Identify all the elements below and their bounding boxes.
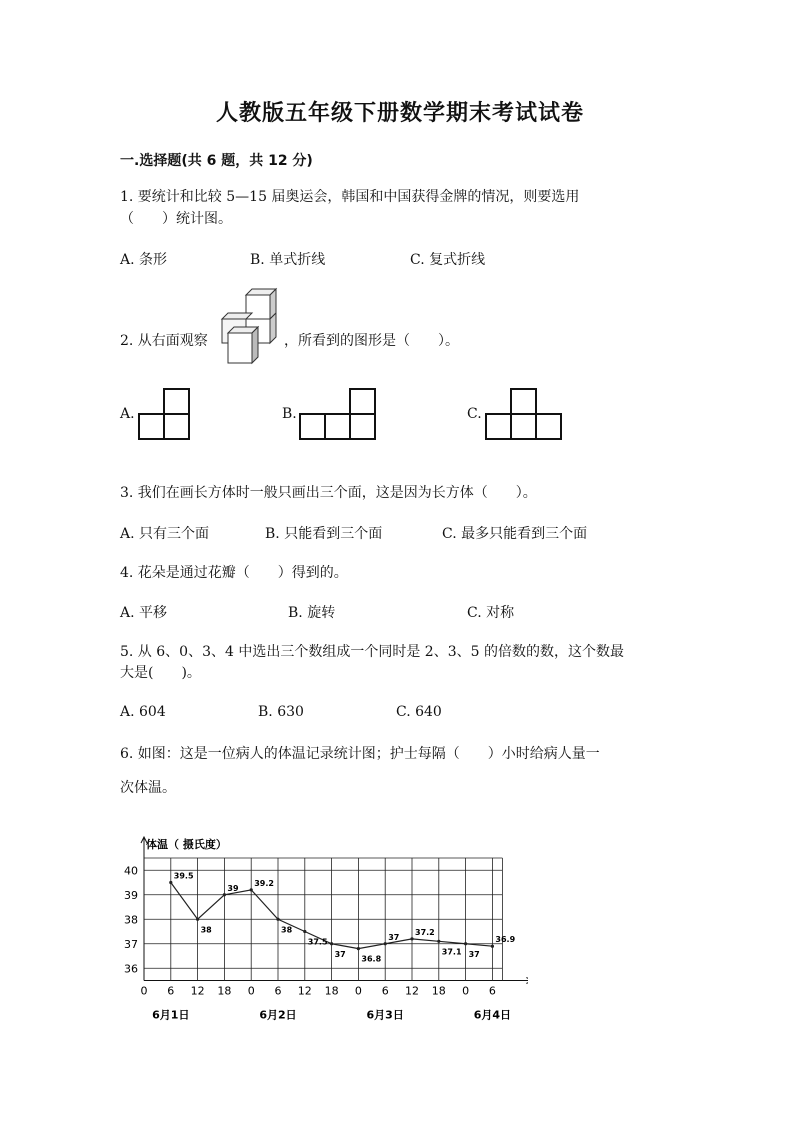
data-label: 37.2 [415,927,435,937]
cube-stack-figure [218,287,280,367]
q2-option-b: B. [282,406,297,422]
x-tick-label: 0 [140,984,148,998]
x-tick-label: 12 [297,984,312,998]
y-tick-label: 38 [124,913,138,927]
day-label: 6月1日 [152,1008,190,1022]
data-point [169,881,172,884]
q4-option-c: C. 对称 [467,605,515,621]
q3-option-a: A. 只有三个面 [120,526,210,542]
data-label: 37 [334,949,346,959]
question-6-line1: 6. 如图：这是一位病人的体温记录统计图；护士每隔（ ）小时给病人量一 [120,746,600,762]
section-heading: 一.选择题(共 6 题，共 12 分) [120,153,313,169]
q4-option-a: A. 平移 [120,605,168,621]
data-point [384,942,387,945]
x-tick-label: 0 [354,984,362,998]
data-label: 37 [388,932,400,942]
data-point [250,888,253,891]
data-label: 36.8 [361,954,382,964]
data-label: 38 [200,925,212,935]
data-label: 37.5 [307,937,328,947]
data-point [223,893,226,896]
temperature-chart [118,828,528,1028]
day-label: 6月2日 [259,1008,297,1022]
y-tick-label: 40 [124,864,138,878]
q1-option-c: C. 复式折线 [410,252,486,268]
data-label: 37.1 [441,947,462,957]
question-4: 4. 花朵是通过花瓣（ ）得到的。 [120,565,348,581]
data-point [464,942,467,945]
data-point [196,918,199,921]
y-tick-label: 39 [124,888,138,902]
q2-option-c: C. [467,406,482,422]
q2-option-c-figure [485,387,565,441]
x-tick-label: 0 [247,984,255,998]
page-title: 人教版五年级下册数学期末考试试卷 [215,101,584,126]
data-point [357,947,360,950]
question-2-suffix: ，所看到的图形是（ ）。 [284,333,459,349]
y-tick-label: 37 [124,937,138,951]
data-label: 37 [468,949,480,959]
q5-option-c: C. 640 [396,704,442,720]
day-label: 6月4日 [473,1008,512,1022]
data-point [330,942,333,945]
question-1-line2: （ ）统计图。 [120,211,232,227]
x-tick-label: 6 [167,984,175,998]
data-point [276,918,279,921]
data-label: 36.9 [495,935,516,945]
q1-option-b: B. 单式折线 [250,252,326,268]
q2-option-a-figure [138,387,194,441]
data-point [410,937,413,940]
q2-option-a: A. [120,406,135,422]
q5-option-b: B. 630 [258,704,304,720]
x-tick-label: 12 [405,984,419,998]
question-6-line2: 次体温。 [120,780,176,796]
question-2-prefix: 2. 从右面观察 [120,333,208,349]
y-tick-label: 36 [124,962,138,976]
x-tick-label: 18 [324,984,339,998]
y-axis-label: 体温（ 摄氏度） [146,838,227,851]
q1-option-a: A. 条形 [120,252,168,268]
data-label: 38 [281,925,293,935]
question-1-line1: 1. 要统计和比较 5—15 届奥运会，韩国和中国获得金牌的情况，则要选用 [120,189,580,205]
q3-option-c: C. 最多只能看到三个面 [442,526,588,542]
q5-option-a: A. 604 [120,704,166,720]
data-label: 39 [227,883,239,893]
x-tick-label: 18 [431,984,446,998]
data-point [437,940,440,943]
q3-option-b: B. 只能看到三个面 [265,526,383,542]
x-tick-label: 6 [274,984,282,998]
data-point [491,945,494,948]
q2-option-b-figure [299,387,379,441]
question-5-line2: 大是( )。 [120,665,201,681]
question-5-line1: 5. 从 6、0、3、4 中选出三个数组成一个同时是 2、3、5 的倍数的数，这个数最 [120,644,624,660]
x-tick-label: 18 [217,984,232,998]
data-label: 39.5 [173,871,194,881]
question-3: 3. 我们在画长方体时一般只画出三个面，这是因为长方体（ ）。 [120,485,537,501]
day-label: 6月3日 [366,1008,404,1022]
x-tick-label: 6 [381,984,389,998]
x-tick-label: 6 [488,984,496,998]
x-tick-label: 0 [462,984,470,998]
x-tick-label: 12 [190,984,205,998]
data-label: 39.2 [254,878,274,888]
q4-option-b: B. 旋转 [288,605,336,621]
data-point [303,930,306,933]
